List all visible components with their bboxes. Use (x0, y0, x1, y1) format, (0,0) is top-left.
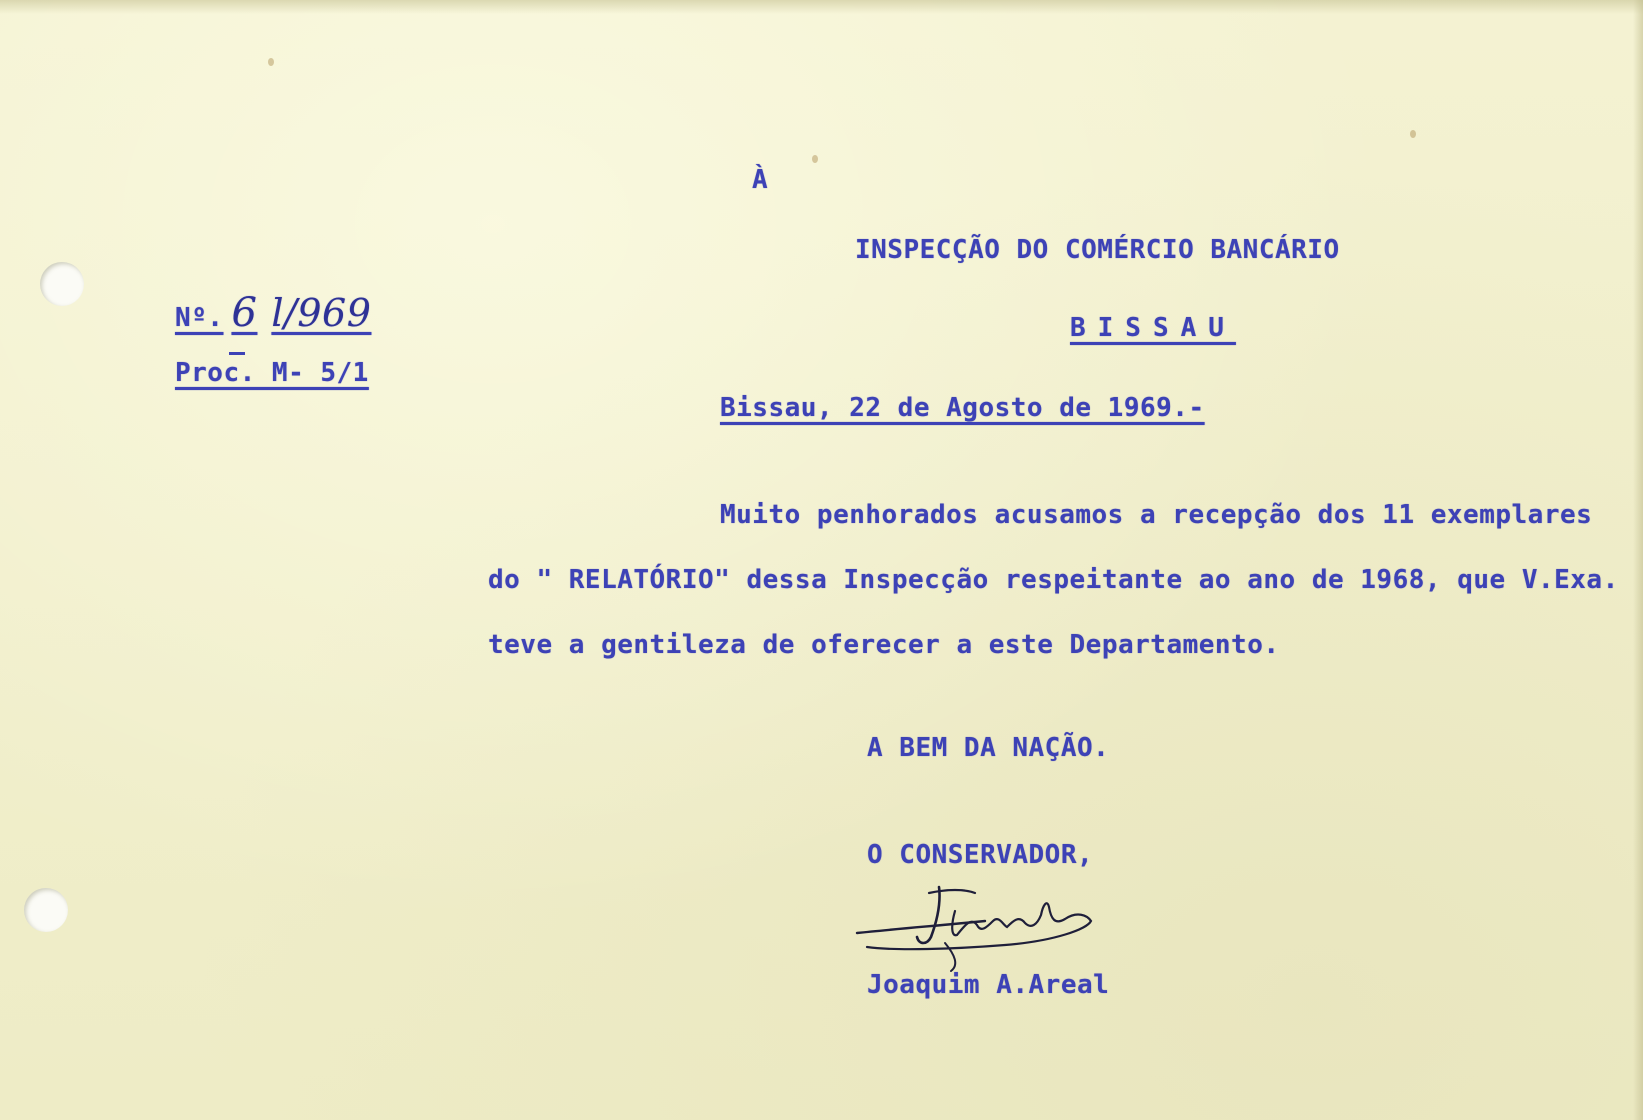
addressee-name: INSPECÇÃO DO COMÉRCIO BANCÁRIO (855, 235, 1340, 265)
ink-smudge (268, 58, 274, 66)
body-line-2: do " RELATÓRIO" dessa Inspecção respeitante ao ano de 1968, que V.Exa. (488, 565, 1619, 595)
reference-number-handwritten: 6 (231, 290, 258, 336)
reference-number-year: l/969 (271, 291, 372, 335)
reference-number-label: Nº. (175, 303, 224, 333)
addressee-prefix: À (752, 165, 769, 195)
reference-number (175, 290, 371, 336)
process-reference: Proc. M- 5/1 (175, 358, 369, 388)
addressee-city: BISSAU (1070, 313, 1236, 343)
punch-hole-top (40, 262, 84, 306)
ink-smudge (1410, 130, 1416, 138)
punch-hole-bottom (24, 888, 68, 932)
date-line: Bissau, 22 de Agosto de 1969.- (720, 393, 1205, 423)
signer-name: Joaquim A.Areal (867, 970, 1110, 1000)
paper-right-edge (1633, 0, 1643, 1120)
dash-mark (229, 352, 245, 355)
paper-top-edge (0, 0, 1643, 14)
closing-salutation: A BEM DA NAÇÃO. (867, 733, 1110, 763)
body-line-3: teve a gentileza de oferecer a este Departamento. (488, 630, 1280, 660)
signer-title: O CONSERVADOR, (867, 840, 1094, 870)
ink-smudge (812, 155, 818, 163)
body-line-1: Muito penhorados acusamos a recepção dos 11 exemplares (720, 500, 1593, 530)
handwritten-signature (855, 885, 1135, 975)
